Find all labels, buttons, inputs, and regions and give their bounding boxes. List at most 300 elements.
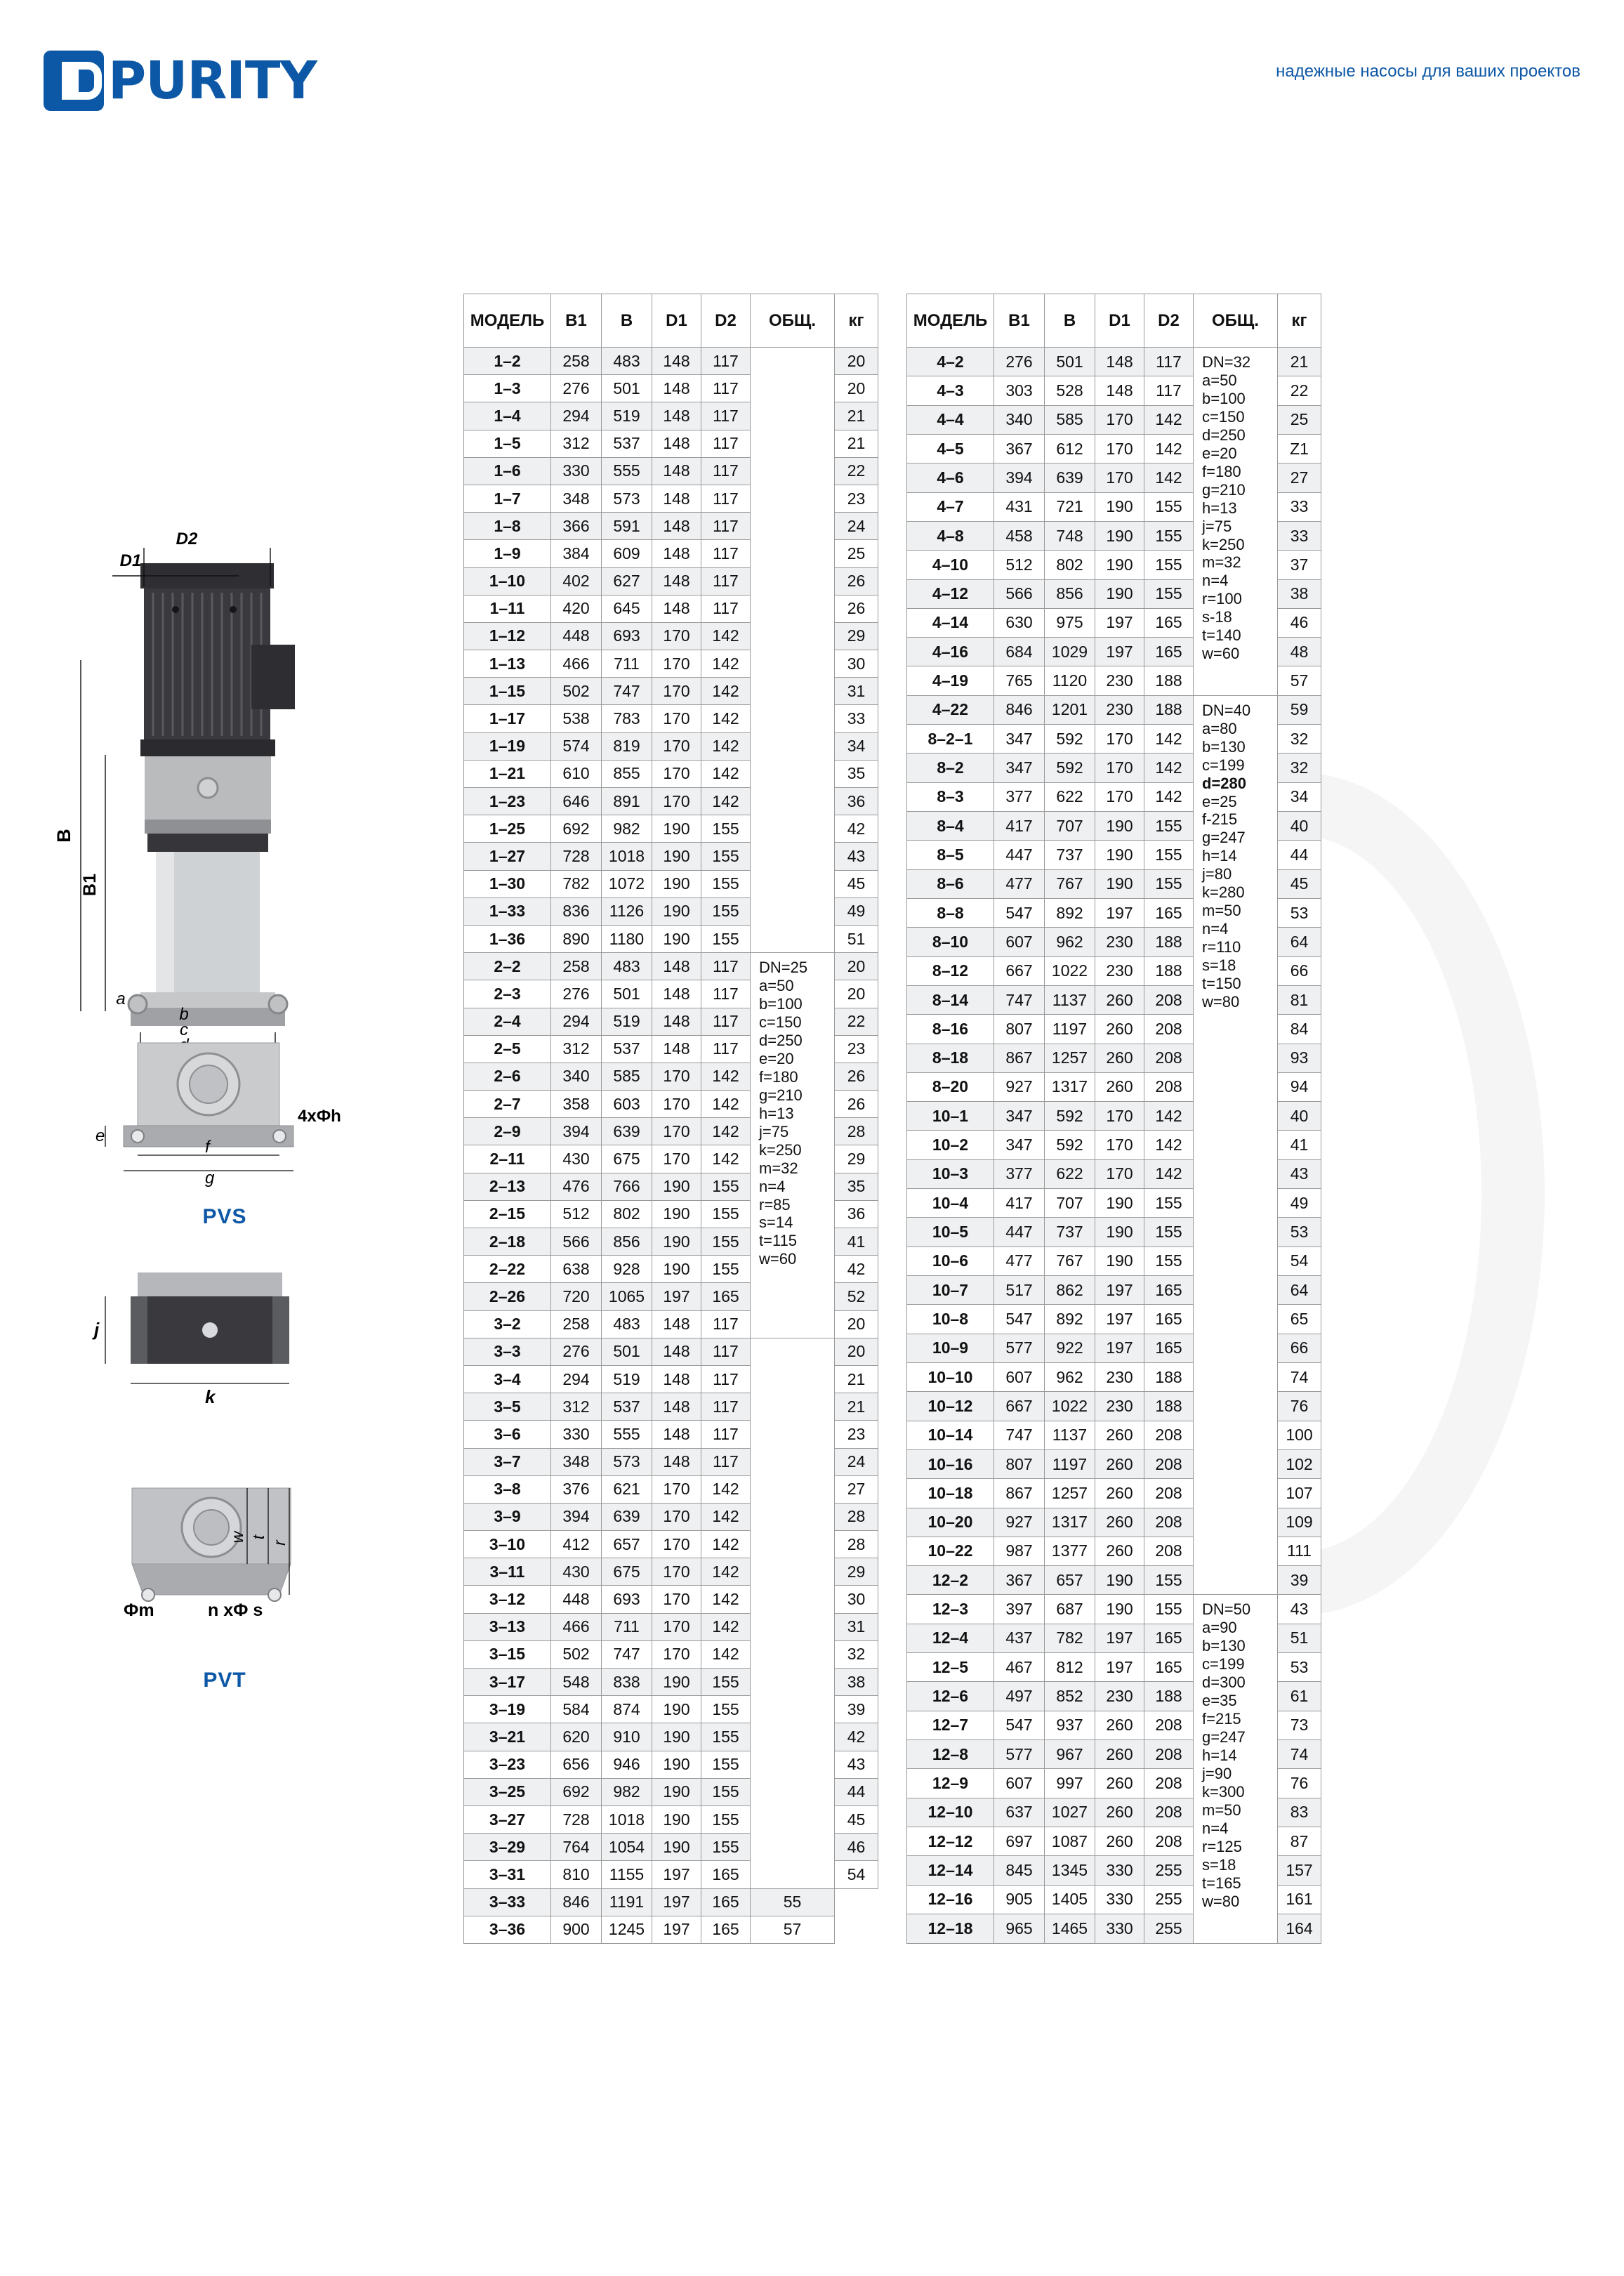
cell-b: 1201 (1045, 695, 1095, 724)
cell-weight: 29 (835, 622, 878, 650)
cell-b1: 547 (994, 1305, 1045, 1334)
cell-d1: 148 (652, 1008, 701, 1035)
cell-model: 1–23 (464, 788, 551, 815)
cell-d2: 117 (701, 1035, 751, 1063)
cell-common-spec: DN=50 a=90 b=130 c=199 d=300 e=35 f=215 g=247 h=14 j=90 k=300 m=50 n=4 r=125 s=18 t=165 w=80 (1194, 1595, 1278, 1943)
table-row (464, 1338, 878, 1365)
cell-b: 592 (1045, 1131, 1095, 1159)
figure-pvt-side (0, 1260, 435, 1414)
cell-b1: 747 (994, 1421, 1045, 1449)
cell-b1: 330 (551, 1421, 602, 1448)
cell-d2: 142 (1144, 754, 1194, 782)
cell-b: 937 (1045, 1711, 1095, 1739)
cell-d2: 117 (701, 1448, 751, 1475)
cell-d1: 190 (1095, 1566, 1144, 1595)
cell-model: 1–30 (464, 870, 551, 897)
cell-model: 8–16 (907, 1015, 994, 1044)
cell-weight: 109 (1278, 1508, 1321, 1537)
cell-weight: 27 (835, 1475, 878, 1503)
cell-b: 707 (1045, 1189, 1095, 1218)
table-left-head (464, 294, 878, 348)
cell-d1: 260 (1095, 1769, 1144, 1798)
cell-b: 519 (602, 402, 652, 430)
cell-b: 639 (602, 1503, 652, 1530)
cell-d2: 208 (1144, 1072, 1194, 1101)
cell-weight: 45 (1278, 869, 1321, 898)
cell-d2: 165 (701, 1888, 751, 1916)
cell-weight: 28 (835, 1531, 878, 1558)
cell-d2: 188 (1144, 666, 1194, 695)
cell-b1: 347 (994, 1131, 1045, 1159)
cell-b1: 476 (551, 1173, 602, 1200)
table-right (906, 294, 1321, 1944)
cell-d2: 117 (701, 980, 751, 1008)
cell-weight: 157 (1278, 1856, 1321, 1885)
cell-model: 1–15 (464, 678, 551, 705)
cell-b1: 276 (551, 1338, 602, 1365)
cell-model: 3–9 (464, 1503, 551, 1530)
cell-b: 892 (1045, 1305, 1095, 1334)
cell-model: 8–2 (907, 754, 994, 782)
cell-weight: 22 (835, 457, 878, 485)
cell-d2: 155 (1144, 551, 1194, 579)
cell-d2: 155 (701, 925, 751, 952)
cell-b: 767 (1045, 1246, 1095, 1275)
cell-d2: 208 (1144, 1421, 1194, 1449)
cell-d1: 190 (1095, 551, 1144, 579)
cell-d2: 155 (1144, 521, 1194, 550)
cell-model: 8–2–1 (907, 725, 994, 754)
cell-weight: 66 (1278, 956, 1321, 985)
cell-b: 612 (1045, 434, 1095, 463)
svg-text:B1: B1 (80, 874, 100, 896)
cell-d1: 148 (652, 1310, 701, 1338)
cell-b1: 431 (994, 492, 1045, 521)
cell-b1: 684 (994, 638, 1045, 666)
th-model: МОДЕЛЬ (907, 294, 994, 348)
cell-model: 1–17 (464, 705, 551, 732)
cell-d2: 155 (1144, 579, 1194, 608)
cell-b: 1022 (1045, 956, 1095, 985)
cell-model: 8–4 (907, 812, 994, 841)
cell-d1: 190 (652, 1834, 701, 1861)
cell-b: 555 (602, 457, 652, 485)
cell-model: 2–26 (464, 1283, 551, 1310)
cell-model: 3–29 (464, 1834, 551, 1861)
cell-b1: 448 (551, 1586, 602, 1613)
cell-weight: 20 (835, 375, 878, 402)
cell-d2: 155 (701, 870, 751, 897)
cell-b: 483 (602, 953, 652, 980)
cell-d2: 142 (701, 1091, 751, 1118)
cell-b1: 566 (994, 579, 1045, 608)
cell-d1: 148 (652, 1393, 701, 1421)
cell-b1: 447 (994, 841, 1045, 869)
logo-p-icon (44, 51, 104, 111)
cell-b: 1345 (1045, 1856, 1095, 1885)
svg-text:Фm: Фm (124, 1600, 154, 1620)
cell-weight: 66 (1278, 1334, 1321, 1362)
th-b: B (1045, 294, 1095, 348)
cell-d2: 208 (1144, 1711, 1194, 1739)
cell-b1: 900 (551, 1916, 602, 1943)
cell-d2: 117 (701, 348, 751, 375)
cell-d2: 155 (1144, 1246, 1194, 1275)
cell-d2: 155 (1144, 1218, 1194, 1246)
cell-common-spec: DN=32 a=50 b=100 c=150 d=250 e=20 f=180 g=210 h=13 j=75 k=250 m=32 n=4 r=100 s-18 t=140 w=60 (1194, 348, 1278, 696)
cell-model: 10–16 (907, 1449, 994, 1478)
cell-weight: 43 (835, 843, 878, 870)
cell-b: 748 (1045, 521, 1095, 550)
cell-common-spec (751, 1338, 835, 1888)
svg-text:j: j (94, 1319, 100, 1340)
cell-b1: 807 (994, 1015, 1045, 1044)
cell-b1: 646 (551, 788, 602, 815)
svg-text:D2: D2 (176, 529, 198, 548)
cell-d1: 230 (1095, 928, 1144, 956)
cell-weight: Z1 (1278, 434, 1321, 463)
header-tagline: надежные насосы для ваших проектов (1276, 62, 1580, 81)
cell-b: 737 (1045, 1218, 1095, 1246)
cell-model: 3–36 (464, 1916, 551, 1943)
cell-d1: 148 (652, 1365, 701, 1393)
cell-b: 622 (1045, 782, 1095, 811)
cell-d1: 190 (652, 1723, 701, 1751)
cell-b1: 458 (994, 521, 1045, 550)
cell-b: 585 (602, 1063, 652, 1090)
cell-model: 3–5 (464, 1393, 551, 1421)
cell-model: 4–7 (907, 492, 994, 521)
cell-model: 3–19 (464, 1696, 551, 1723)
cell-b: 1072 (602, 870, 652, 897)
cell-b: 501 (602, 980, 652, 1008)
svg-text:f: f (205, 1138, 210, 1157)
cell-d2: 208 (1144, 1798, 1194, 1827)
cell-d1: 170 (652, 1531, 701, 1558)
cell-weight: 41 (835, 1228, 878, 1256)
table-left (463, 294, 878, 1944)
cell-d2: 142 (1144, 1159, 1194, 1188)
cell-d1: 260 (1095, 1449, 1144, 1478)
svg-text:g: g (205, 1169, 215, 1188)
cell-b1: 697 (994, 1827, 1045, 1855)
cell-weight: 33 (835, 705, 878, 732)
cell-d2: 142 (1144, 1102, 1194, 1131)
cell-b1: 512 (994, 551, 1045, 579)
cell-model: 10–12 (907, 1392, 994, 1421)
cell-weight: 164 (1278, 1914, 1321, 1943)
cell-weight: 76 (1278, 1769, 1321, 1798)
svg-text:a: a (116, 989, 126, 1008)
cell-model: 3–31 (464, 1861, 551, 1888)
cell-model: 1–8 (464, 513, 551, 540)
cell-b1: 728 (551, 1805, 602, 1833)
cell-b: 639 (1045, 463, 1095, 492)
cell-weight: 107 (1278, 1479, 1321, 1508)
table-row (907, 695, 1321, 724)
cell-b1: 867 (994, 1044, 1045, 1072)
dimension-tables (463, 294, 1321, 1944)
cell-d1: 170 (652, 1586, 701, 1613)
cell-weight: 40 (1278, 812, 1321, 841)
cell-b1: 607 (994, 1769, 1045, 1798)
cell-model: 3–3 (464, 1338, 551, 1365)
cell-b1: 437 (994, 1624, 1045, 1652)
cell-model: 10–18 (907, 1479, 994, 1508)
cell-b: 585 (1045, 405, 1095, 434)
cell-d2: 142 (1144, 405, 1194, 434)
cell-b1: 447 (994, 1218, 1045, 1246)
cell-weight: 32 (835, 1640, 878, 1668)
cell-b1: 394 (994, 463, 1045, 492)
cell-b1: 905 (994, 1885, 1045, 1914)
cell-b1: 547 (994, 898, 1045, 927)
cell-d1: 170 (652, 1640, 701, 1668)
cell-weight: 44 (1278, 841, 1321, 869)
cell-b1: 276 (994, 348, 1045, 376)
cell-model: 8–3 (907, 782, 994, 811)
cell-b1: 412 (551, 1531, 602, 1558)
cell-model: 1–21 (464, 760, 551, 787)
cell-d2: 155 (701, 1723, 751, 1751)
cell-d2: 117 (701, 1338, 751, 1365)
cell-d2: 142 (701, 678, 751, 705)
cell-weight: 43 (1278, 1595, 1321, 1624)
cell-d1: 170 (652, 1118, 701, 1145)
cell-model: 10–6 (907, 1246, 994, 1275)
cell-model: 12–8 (907, 1740, 994, 1769)
cell-b1: 845 (994, 1856, 1045, 1885)
cell-model: 8–18 (907, 1044, 994, 1072)
cell-b: 537 (602, 1035, 652, 1063)
cell-model: 4–14 (907, 608, 994, 637)
brand-logo (44, 51, 317, 111)
cell-b1: 467 (994, 1653, 1045, 1682)
cell-b1: 397 (994, 1595, 1045, 1624)
cell-b1: 517 (994, 1276, 1045, 1305)
cell-d1: 190 (1095, 1246, 1144, 1275)
cell-d1: 170 (1095, 782, 1144, 811)
cell-d2: 208 (1144, 1508, 1194, 1537)
cell-weight: 74 (1278, 1740, 1321, 1769)
svg-text:e: e (95, 1126, 105, 1145)
cell-d2: 117 (701, 953, 751, 980)
cell-b: 1245 (602, 1916, 652, 1943)
cell-b1: 637 (994, 1798, 1045, 1827)
cell-model: 2–2 (464, 953, 551, 980)
cell-weight: 25 (1278, 405, 1321, 434)
cell-b: 1257 (1045, 1479, 1095, 1508)
cell-b: 483 (602, 348, 652, 375)
cell-b: 1054 (602, 1834, 652, 1861)
cell-d2: 155 (701, 843, 751, 870)
cell-d2: 188 (1144, 1682, 1194, 1711)
cell-d1: 170 (1095, 1159, 1144, 1188)
cell-b: 1191 (602, 1888, 652, 1916)
cell-model: 10–3 (907, 1159, 994, 1188)
cell-weight: 38 (835, 1669, 878, 1696)
cell-d2: 188 (1144, 928, 1194, 956)
cell-d1: 190 (652, 1696, 701, 1723)
cell-d1: 190 (652, 1778, 701, 1805)
cell-weight: 21 (1278, 348, 1321, 376)
th-d1: D1 (652, 294, 701, 348)
cell-model: 10–7 (907, 1276, 994, 1305)
cell-weight: 39 (835, 1696, 878, 1723)
cell-b: 1087 (1045, 1827, 1095, 1855)
cell-weight: 74 (1278, 1362, 1321, 1391)
cell-model: 1–33 (464, 897, 551, 925)
cell-d1: 260 (1095, 1740, 1144, 1769)
cell-d1: 148 (652, 1421, 701, 1448)
cell-d1: 197 (1095, 1276, 1144, 1305)
th-kg: кг (1278, 294, 1321, 348)
cell-model: 2–3 (464, 980, 551, 1008)
cell-d1: 170 (1095, 405, 1144, 434)
cell-b1: 720 (551, 1283, 602, 1310)
figure-caption-pvs: PVS (202, 1205, 247, 1228)
figure-pvt (0, 1464, 435, 1647)
cell-d2: 142 (701, 1586, 751, 1613)
cell-d2: 117 (701, 1008, 751, 1035)
cell-d2: 142 (1144, 1131, 1194, 1159)
cell-d2: 188 (1144, 695, 1194, 724)
cell-b1: 330 (551, 457, 602, 485)
th-common: ОБЩ. (751, 294, 835, 348)
cell-model: 4–3 (907, 376, 994, 405)
cell-b1: 466 (551, 650, 602, 678)
cell-weight: 53 (1278, 898, 1321, 927)
cell-b1: 367 (994, 1566, 1045, 1595)
cell-model: 10–22 (907, 1537, 994, 1565)
cell-model: 12–10 (907, 1798, 994, 1827)
th-b: B (602, 294, 652, 348)
cell-weight: 55 (751, 1888, 835, 1916)
cell-d2: 255 (1144, 1885, 1194, 1914)
cell-model: 12–2 (907, 1566, 994, 1595)
cell-b1: 367 (994, 434, 1045, 463)
cell-d1: 190 (1095, 812, 1144, 841)
cell-b: 1126 (602, 897, 652, 925)
cell-weight: 24 (835, 1448, 878, 1475)
cell-d1: 197 (1095, 898, 1144, 927)
cell-b: 573 (602, 1448, 652, 1475)
cell-d1: 197 (1095, 1653, 1144, 1682)
cell-d2: 155 (1144, 869, 1194, 898)
cell-b1: 607 (994, 928, 1045, 956)
cell-d1: 197 (1095, 1624, 1144, 1652)
cell-b: 1018 (602, 843, 652, 870)
cell-weight: 23 (835, 1035, 878, 1063)
cell-b: 1377 (1045, 1537, 1095, 1565)
cell-b: 802 (602, 1200, 652, 1228)
cell-model: 2–15 (464, 1200, 551, 1228)
cell-b1: 340 (551, 1063, 602, 1090)
cell-b1: 376 (551, 1475, 602, 1503)
cell-weight: 26 (835, 595, 878, 622)
cell-d2: 155 (701, 815, 751, 843)
cell-d2: 155 (1144, 812, 1194, 841)
cell-model: 10–20 (907, 1508, 994, 1537)
cell-d2: 208 (1144, 1479, 1194, 1508)
cell-d1: 170 (652, 732, 701, 760)
table-row (907, 1595, 1321, 1624)
cell-b1: 420 (551, 595, 602, 622)
cell-d1: 197 (652, 1888, 701, 1916)
cell-weight: 52 (835, 1283, 878, 1310)
cell-model: 1–27 (464, 843, 551, 870)
cell-d2: 208 (1144, 1449, 1194, 1478)
cell-b: 1022 (1045, 1392, 1095, 1421)
cell-model: 12–18 (907, 1914, 994, 1943)
cell-d1: 170 (1095, 463, 1144, 492)
cell-b: 838 (602, 1669, 652, 1696)
cell-d1: 190 (652, 1256, 701, 1283)
cell-d1: 190 (652, 897, 701, 925)
cell-d2: 142 (701, 705, 751, 732)
cell-weight: 23 (835, 485, 878, 512)
cell-model: 10–14 (907, 1421, 994, 1449)
cell-d2: 188 (1144, 956, 1194, 985)
cell-model: 2–6 (464, 1063, 551, 1090)
cell-b: 592 (1045, 1102, 1095, 1131)
cell-d2: 142 (701, 1640, 751, 1668)
cell-b: 1137 (1045, 1421, 1095, 1449)
cell-weight: 30 (835, 650, 878, 678)
th-d2: D2 (701, 294, 751, 348)
cell-weight: 21 (835, 430, 878, 457)
cell-d2: 155 (701, 1805, 751, 1833)
cell-b: 603 (602, 1091, 652, 1118)
cell-b1: 502 (551, 678, 602, 705)
th-b1: B1 (994, 294, 1045, 348)
cell-d2: 165 (701, 1861, 751, 1888)
cell-b: 747 (602, 678, 652, 705)
cell-d2: 142 (701, 1503, 751, 1530)
cell-model: 8–12 (907, 956, 994, 985)
cell-d1: 170 (652, 622, 701, 650)
cell-model: 1–25 (464, 815, 551, 843)
cell-d1: 148 (1095, 348, 1144, 376)
cell-b1: 890 (551, 925, 602, 952)
cell-b1: 782 (551, 870, 602, 897)
cell-d1: 230 (1095, 1392, 1144, 1421)
cell-b: 1317 (1045, 1072, 1095, 1101)
cell-d1: 260 (1095, 1072, 1144, 1101)
cell-d1: 197 (1095, 638, 1144, 666)
cell-d1: 148 (1095, 376, 1144, 405)
cell-model: 3–21 (464, 1723, 551, 1751)
cell-b1: 258 (551, 1310, 602, 1338)
cell-model: 8–20 (907, 1072, 994, 1101)
cell-d1: 190 (652, 870, 701, 897)
cell-model: 3–13 (464, 1613, 551, 1640)
cell-d2: 208 (1144, 1827, 1194, 1855)
cell-model: 12–14 (907, 1856, 994, 1885)
cell-b: 528 (1045, 376, 1095, 405)
cell-model: 2–7 (464, 1091, 551, 1118)
cell-b1: 430 (551, 1558, 602, 1586)
cell-b: 862 (1045, 1276, 1095, 1305)
cell-b: 645 (602, 595, 652, 622)
cell-b1: 584 (551, 1696, 602, 1723)
cell-b: 874 (602, 1696, 652, 1723)
cell-b1: 394 (551, 1118, 602, 1145)
cell-model: 4–4 (907, 405, 994, 434)
cell-d2: 208 (1144, 1015, 1194, 1044)
cell-d2: 165 (1144, 1276, 1194, 1305)
cell-d1: 190 (652, 1805, 701, 1833)
